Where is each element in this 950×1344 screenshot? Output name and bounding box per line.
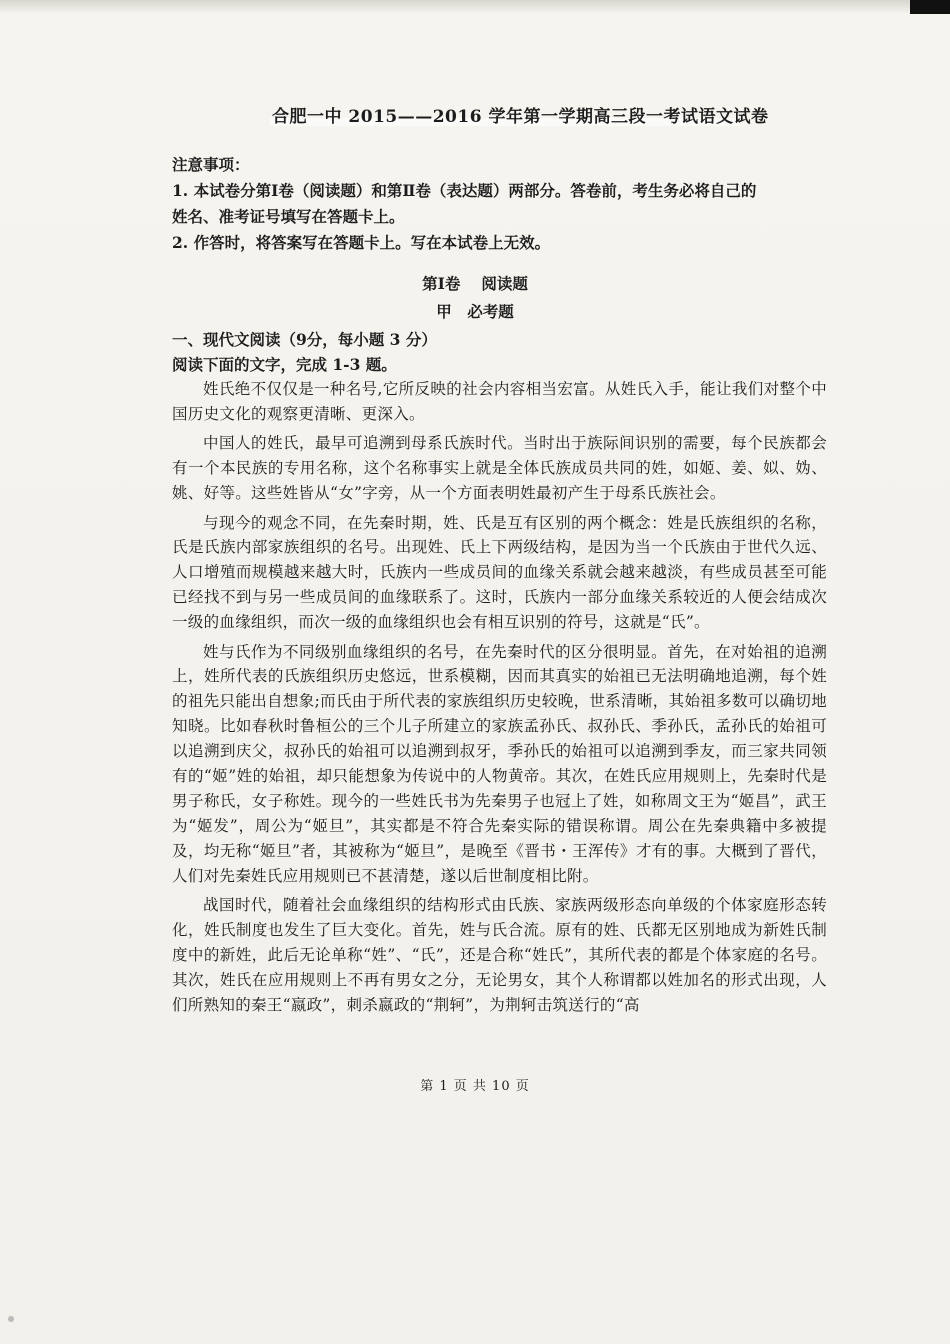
reading-instruction: 阅读下面的文字，完成 1-3 题。: [172, 355, 397, 374]
section-heading: 一、现代文阅读（9分，每小题 3 分）: [172, 330, 437, 349]
part-heading: 甲 必考题: [436, 302, 514, 321]
passage: [172, 377, 827, 1022]
passage-paragraph: 战国时代，随着社会血缘组织的结构形式由氏族、家族两级形态向单级的个体家庭形态转化，姓氏制度也发生了巨大变化。首先，姓与氏合流。原有的姓、氏都无区别地成为新姓氏制度中的新姓，此后无论单称“姓”、“氏”，还是合称“姓氏”，其所代表的都是个体家庭的名号。其次，姓氏在应用规则上不再有男女之分，无论男女，其个人称谓都以姓加名的形式出现，人们所熟知的秦王“嬴政”，刺杀嬴政的“荆轲”，为荆轲击筑送行的“高: [172, 896, 827, 1014]
notice-heading: 注意事项：: [172, 155, 250, 174]
notice-block: [172, 152, 822, 256]
exam-title: 合肥一中 2015——2016 学年第一学期高三段一考试语文试卷: [272, 107, 769, 127]
notice-item-1: 1. 本试卷分第Ⅰ卷（阅读题）和第Ⅱ卷（表达题）两部分。答卷前，考生务必将自己的: [172, 181, 757, 200]
page-footer: 第 1 页 共 10 页: [420, 1079, 530, 1094]
passage-paragraph: 姓氏绝不仅仅是一种名号,它所反映的社会内容相当宏富。从姓氏入手，能让我们对整个中国历史文化的观察更清晰、更深入。: [172, 380, 827, 423]
notice-item-2: 2. 作答时，将答案写在答题卡上。写在本试卷上无效。: [172, 233, 551, 252]
notice-item-1-cont: 姓名、准考证号填写在答题卡上。: [172, 207, 405, 226]
passage-paragraph: 中国人的姓氏，最早可追溯到母系氏族时代。当时出于族际间识别的需要，每个民族都会有一个本民族的专用名称，这个名称事实上就是全体氏族成员共同的姓，如姬、姜、姒、妫、姚、好等。这些姓皆从“女”字旁，从一个方面表明姓最初产生于母系氏族社会。: [172, 434, 827, 503]
passage-paragraph: 与现今的观念不同，在先秦时期，姓、氏是互有区别的两个概念：姓是氏族组织的名称，氏是氏族内部家族组织的名号。出现姓、氏上下两级结构，是因为当一个氏族由于世代久远、人口增殖而规模越来越大时，氏族内一些成员间的血缘关系就会越来越淡，有些成员甚至可能已经找不到与另一些成员间的血缘联系了。这时，氏族内一部分血缘关系较近的人便会结成次一级的血缘组织，而次一级的血缘组织也会有相互识别的符号，这就是“氏”。: [172, 513, 827, 632]
passage-paragraph: 姓与氏作为不同级别血缘组织的名号，在先秦时代的区分很明显。首先，在对始祖的追溯上，姓所代表的氏族组织历史悠远，世系模糊，因而其真实的始祖已无法明确地追溯，每个姓的祖先只能出自想象;而氏由于所代表的家族组织历史较晚，世系清晰，其始祖多数可以确切地知晓。比如春秋时鲁桓公的三个儿子所建立的家族孟孙氏、叔孙氏、季孙氏，孟孙氏的始祖可以追溯到庆父，叔孙氏的始祖可以追溯到叔牙，季孙氏的始祖可以追溯到季友，而三家共同领有的“姬”姓的始祖，却只能想象为传说中的人物黄帝。其次，在姓氏应用规则上，先秦时代是男子称氏，女子称姓。现今的一些姓氏书为先秦男子也冠上了姓，如称周文王为“姬昌”，武王为“姬发”，周公为“姬旦”，其实都是不符合先秦实际的错误称谓。周公在先秦典籍中多被提及，均无称“姬旦”者，其被称为“姬旦”，是晚至《晋书・王浑传》才有的事。大概到了晋代，人们对先秦姓氏应用规则已不甚清楚，遂以后世制度相比附。: [172, 642, 827, 885]
scan-corner: [910, 0, 950, 14]
volume-heading: 第Ⅰ卷 阅读题: [422, 274, 528, 293]
scan-smudge: [8, 1316, 14, 1322]
scan-edge-shadow: [0, 0, 950, 14]
